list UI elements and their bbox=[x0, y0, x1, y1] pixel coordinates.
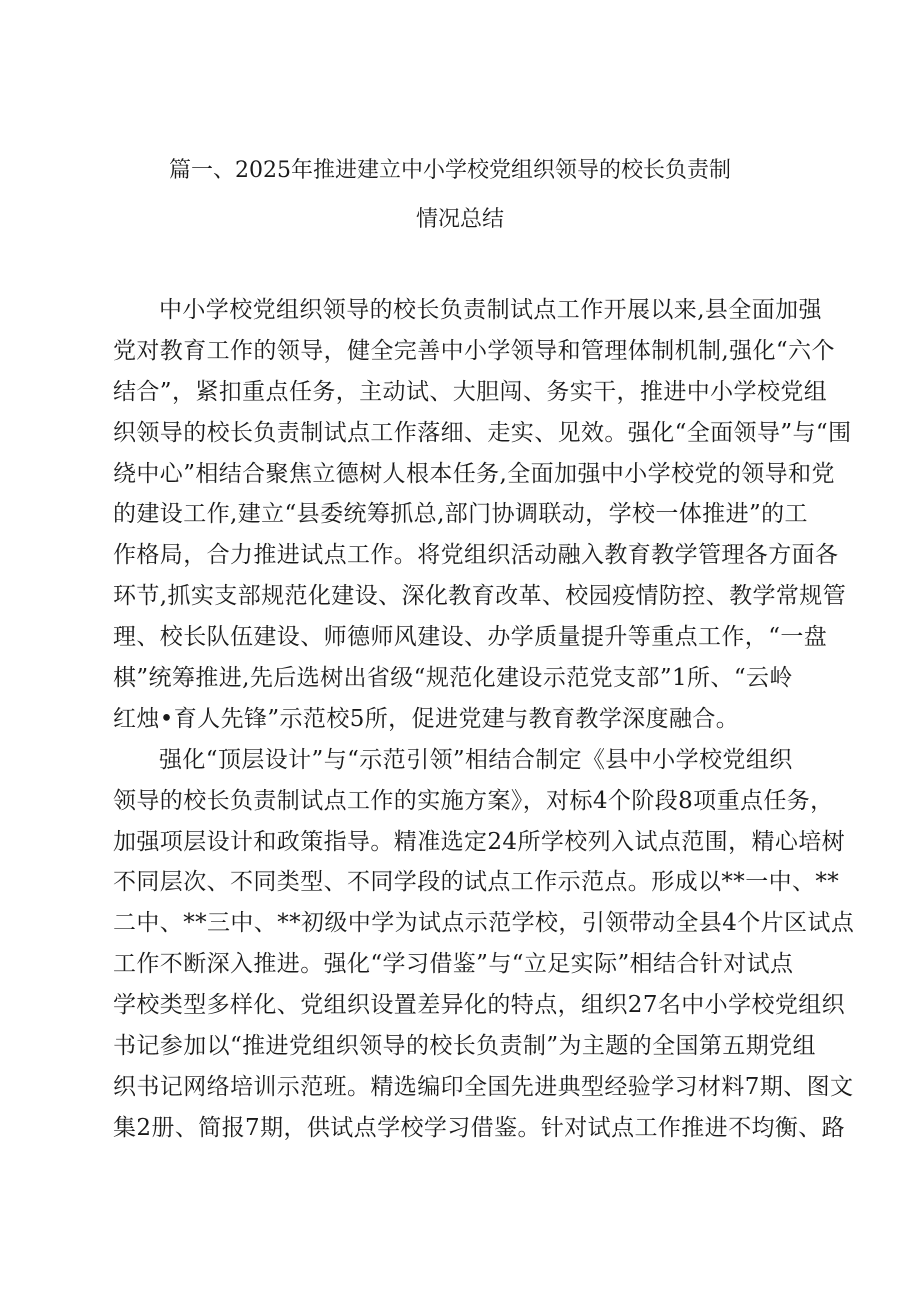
paragraph-2-line: 领导的校长负责制试点工作的实施方案》，对标4个阶段8项重点任务， bbox=[113, 787, 834, 814]
paragraph-2-line: 不同层次、不同类型、不同学段的试点工作示范点。形成以**一中、** bbox=[113, 869, 840, 896]
paragraph-1-line: 作格局，合力推进试点工作。将党组织活动融入教育教学管理各方面各 bbox=[113, 542, 839, 569]
paragraph-1-line: 绕中心”相结合聚焦立德树人根本任务,全面加强中小学校党的领导和党 bbox=[113, 460, 835, 487]
document-title-continued: 情况总结 bbox=[415, 207, 504, 232]
paragraph-2-line: 工作不断深入推进。强化“学习借鉴”与“立足实际”相结合针对试点 bbox=[113, 951, 794, 978]
paragraph-2-line: 加强项层设计和政策指导。精准选定24所学校列入试点范围，精心培树 bbox=[113, 828, 846, 855]
paragraph-2-line: 强化“顶层设计”与“示范引领”相结合制定《县中小学校党组织 bbox=[159, 746, 793, 773]
paragraph-1-line: 结合”，紧扣重点任务，主动试、大胆闯、务实干，推进中小学校党组 bbox=[113, 378, 828, 405]
paragraph-1-line: 织领导的校长负责制试点工作落细、走实、见效。强化“全面领导”与“围 bbox=[113, 419, 852, 446]
document-title: 篇一、2025年推进建立中小学校党组织领导的校长负责制 bbox=[169, 158, 731, 183]
paragraph-2-line: 集2册、简报7期，供试点学校学习借鉴。针对试点工作推进不均衡、路 bbox=[113, 1114, 846, 1141]
paragraph-1-line: 红烛•育人先锋”示范校5所，促进党建与教育教学深度融合。 bbox=[113, 705, 740, 732]
document-body bbox=[113, 290, 855, 1149]
paragraph-1-line: 中小学校党组织领导的校长负责制试点工作开展以来,县全面加强 bbox=[159, 297, 822, 323]
paragraph-1-line: 环节,抓实支部规范化建设、深化教育改革、校园疫情防控、教学常规管 bbox=[113, 583, 847, 610]
paragraph-1-line: 的建设工作,建立“县委统筹抓总,部门协调联动，学校一体推进”的工 bbox=[113, 501, 808, 528]
paragraph-1-line: 棋”统筹推进,先后选树出省级“规范化建设示范党支部”1所、“云岭 bbox=[113, 665, 793, 692]
paragraph-2-line: 学校类型多样化、党组织设置差异化的特点，组织27名中小学校党组织 bbox=[113, 992, 846, 1019]
paragraph-1-line: 理、校长队伍建设、师德师风建设、办学质量提升等重点工作，“一盘 bbox=[113, 624, 828, 651]
paragraph-1-line: 党对教育工作的领导，健全完善中小学领导和管理体制机制,强化“六个 bbox=[113, 337, 835, 364]
paragraph-2-line: 二中、**三中、**初级中学为试点示范学校，引领带动全县4个片区试点 bbox=[113, 910, 855, 937]
paragraph-2-line: 织书记网络培训示范班。精选编印全国先进典型经验学习材料7期、图文 bbox=[113, 1073, 854, 1100]
paragraph-2-line: 书记参加以“推进党组织领导的校长负责制”为主题的全国第五期党组 bbox=[113, 1033, 816, 1060]
